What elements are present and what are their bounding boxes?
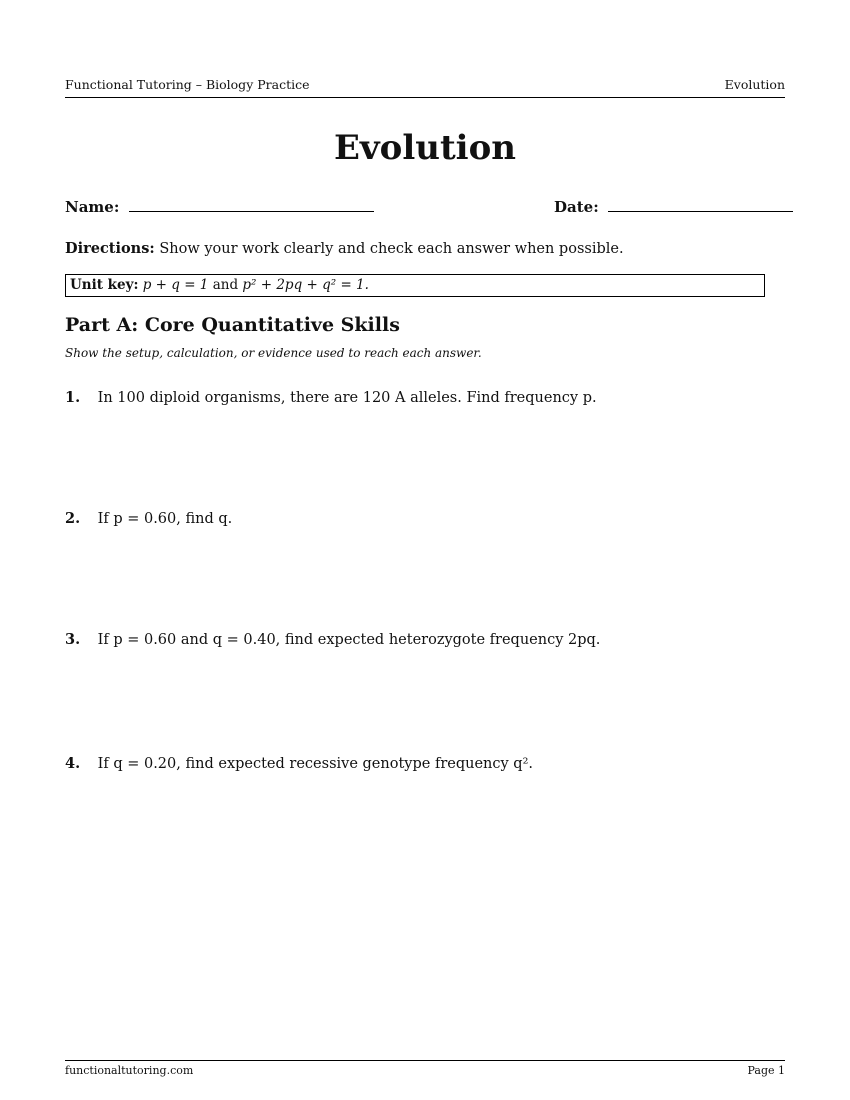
question-number: 3. bbox=[65, 631, 81, 648]
question-text: If p = 0.60 and q = 0.40, find expected heterozygote frequency 2pq. bbox=[97, 632, 601, 648]
directions-label: Directions: bbox=[65, 240, 155, 257]
unit-key-equation-2: p² + 2pq + q² = 1. bbox=[242, 277, 369, 293]
unit-key-and: and bbox=[212, 277, 239, 293]
part-a-heading: Part A: Core Quantitative Skills bbox=[65, 314, 400, 336]
question-number: 4. bbox=[65, 755, 81, 772]
question-text: If q = 0.20, find expected recessive genotype frequency q². bbox=[97, 756, 533, 772]
unit-key-box bbox=[65, 274, 765, 297]
part-a-subtitle: Show the setup, calculation, or evidence used to reach each answer. bbox=[65, 346, 482, 360]
directions-text: Show your work clearly and check each answer when possible. bbox=[159, 241, 624, 257]
question-number: 2. bbox=[65, 510, 81, 527]
question-2 bbox=[65, 510, 232, 527]
header-course-title: Functional Tutoring – Biology Practice bbox=[65, 77, 310, 92]
directions bbox=[65, 240, 624, 257]
question-1 bbox=[65, 389, 597, 406]
footer-page-number: Page 1 bbox=[747, 1064, 785, 1077]
question-3 bbox=[65, 631, 600, 648]
date-field[interactable] bbox=[554, 197, 793, 215]
name-label: Name: bbox=[65, 198, 120, 216]
question-text: In 100 diploid organisms, there are 120 A alleles. Find frequency p. bbox=[97, 390, 597, 406]
header-topic: Evolution bbox=[724, 77, 785, 92]
name-field[interactable] bbox=[65, 197, 374, 215]
running-header bbox=[65, 78, 785, 98]
question-text: If p = 0.60, find q. bbox=[97, 511, 233, 527]
date-label: Date: bbox=[554, 198, 599, 216]
question-4 bbox=[65, 755, 533, 772]
question-number: 1. bbox=[65, 389, 81, 406]
name-blank-line[interactable] bbox=[129, 197, 374, 212]
date-blank-line[interactable] bbox=[608, 197, 793, 212]
unit-key-label: Unit key: bbox=[70, 277, 139, 293]
unit-key-equation-1: p + q = 1 bbox=[142, 277, 209, 293]
page-title: Evolution bbox=[333, 128, 516, 168]
footer-website: functionaltutoring.com bbox=[65, 1064, 194, 1077]
running-footer bbox=[65, 1060, 785, 1077]
